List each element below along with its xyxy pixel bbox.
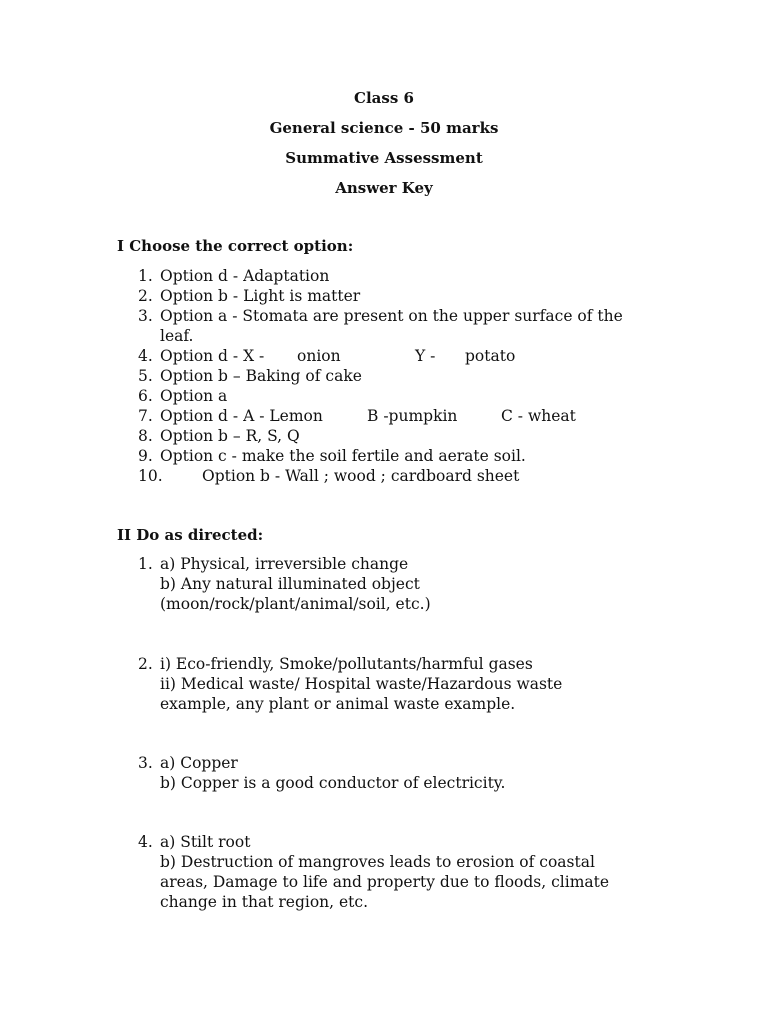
item-number: 4. [138,833,153,851]
item-number: 2. [138,287,153,305]
list-item [138,446,658,466]
item-text-a: Option d - A - Lemon [160,407,323,425]
item-text: Option a - Stomata are present on the upper surface of the leaf. [160,307,623,345]
section-2-title: II Do as directed: [117,526,264,544]
class-heading: Class 6 [354,89,414,107]
item-text: Option b – R, S, Q [160,427,300,445]
directed-item [138,654,658,714]
list-item [138,286,658,306]
item-text-d: potato [465,347,516,365]
item-number: 3. [138,307,153,325]
list-item [138,386,658,406]
answer-line: (moon/rock/plant/animal/soil, etc.) [160,595,431,613]
item-number: 4. [138,347,153,365]
item-text-b: B -pumpkin [367,407,458,425]
item-text: Option c - make the soil fertile and aerate soil. [160,447,526,465]
item-number: 6. [138,387,153,405]
answer-line: a) Copper [160,754,238,772]
document-header [0,86,768,206]
directed-item [138,832,658,912]
directed-item [138,554,658,614]
answer-line: b) Copper is a good conductor of electricity. [160,774,506,792]
item-number: 9. [138,447,153,465]
answer-line: areas, Damage to life and property due to floods, climate [160,873,610,891]
section-1-list [138,266,658,486]
list-item [138,266,658,286]
item-text-b: onion [297,347,341,365]
item-number: 3. [138,754,153,772]
answer-line: a) Physical, irreversible change [160,555,409,573]
list-item [138,366,658,386]
directed-item [138,753,658,793]
item-number: 1. [138,267,153,285]
list-item [138,426,658,446]
answer-line: ii) Medical waste/ Hospital waste/Hazardous waste [160,675,563,693]
item-number: 7. [138,407,153,425]
item-number: 1. [138,555,153,573]
item-number: 5. [138,367,153,385]
item-number: 8. [138,427,153,445]
item-number: 2. [138,655,153,673]
assessment-heading: Summative Assessment [285,149,483,167]
item-text: Option b - Light is matter [160,287,361,305]
answer-line: b) Destruction of mangroves leads to erosion of coastal [160,853,595,871]
item-text: Option b – Baking of cake [160,367,362,385]
item-text: Option d - Adaptation [160,267,330,285]
answer-line: i) Eco-friendly, Smoke/pollutants/harmful gases [160,655,533,673]
item-number: 10. [138,467,163,485]
item-text-c: Y - [415,347,436,365]
section-1-title: I Choose the correct option: [117,237,354,255]
answer-line: change in that region, etc. [160,893,369,911]
item-text-c: C - wheat [501,407,576,425]
list-item [138,406,658,426]
list-item [138,346,658,366]
subject-heading: General science - 50 marks [269,119,499,137]
answer-line: a) Stilt root [160,833,251,851]
answer-line: example, any plant or animal waste example. [160,695,516,713]
item-text: Option a [160,387,228,405]
item-text-a: Option d - X - [160,347,265,365]
answer-line: b) Any natural illuminated object [160,575,420,593]
item-text: Option b - Wall ; wood ; cardboard sheet [202,467,520,485]
list-item [138,306,658,346]
list-item [138,466,658,486]
answer-key-heading: Answer Key [335,179,433,197]
